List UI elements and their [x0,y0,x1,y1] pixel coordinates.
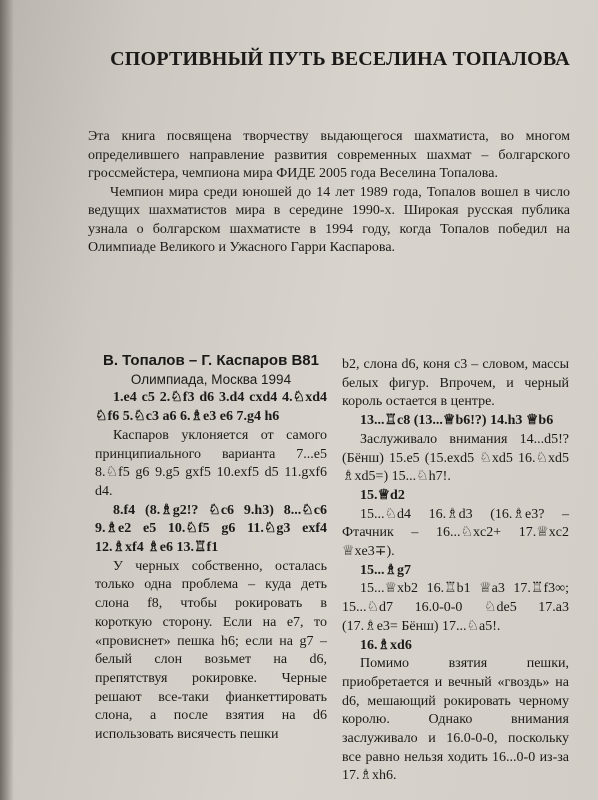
right-paragraph-2: Заслуживало внимания 14...d5!? (Бёнш) 15.e5 (15.exd5 ♘xd5 16.♘xd5 ♗xd5=) 15...♘h7!. [342,431,569,485]
left-column [95,352,327,745]
right-moves-2: 15.♕d2 [360,487,405,503]
right-paragraph-4: 15...♕xb2 16.♖b1 ♕a3 17.♖f3∞; 15...♘d7 16.0-0-0 ♘de5 17.a3 (17.♗e3= Бёнш) 17...♘a5!. [342,581,569,634]
chapter-heading: СПОРТИВНЫЙ ПУТЬ ВЕСЕЛИНА ТОПАЛОВА [110,48,570,70]
intro-section [88,128,570,258]
game-event: Олимпиада, Москва 1994 [130,371,292,387]
game-header: В. Топалов – Г. Каспаров B81 [103,352,319,369]
intro-paragraph-1: Эта книга посвящена творчеству выдающегося шахматиста, во многом определившего направление развития современных шахмат – болгарского гроссмейстера, чемпиона мира ФИДЕ 2005 года Веселина Топалова. [88,129,570,181]
page-binding-shadow [0,0,14,800]
comment-paragraph-1: Каспаров уклоняется от самого принципиального варианта 7...e5 8.♘f5 g6 9.g5 gxf5 10.exf5 d5 11.gxf6 d4. [95,427,327,499]
right-moves-3: 15...♗g7 [360,562,412,578]
right-paragraph-1: b2, слона d6, коня c3 – словом, массы белых фигур. Впрочем, и черный король остается в центре. [342,357,569,410]
moves-block-1: 1.e4 c5 2.♘f3 d6 3.d4 cxd4 4.♘xd4 ♘f6 5.♘c3 a6 6.♗e3 e6 7.g4 h6 [95,390,327,425]
right-paragraph-3: 15...♘d4 16.♗d3 (16.♗e3? – Фтачник – 16...♘xc2+ 17.♕xc2 ♕xe3∓). [342,506,569,560]
comment-paragraph-2: У черных собственно, осталась только одна проблема – куда деть слона f8, чтобы рокировать в короткую сторону. Если на e7, то «провиснет» пешка h6; если на g7 – белый слон возьмет на d6, препятствуя рокировке. Черные решают все-таки фианкеттировать слона, а после взятия на d6 использовать висячесть пешки [95,558,327,743]
intro-paragraph-2: Чемпион мира среди юношей до 14 лет 1989 года, Топалов вошел в число ведущих шахматистов мира в середине 1990-х. Широкая русская публика узнала о болгарском шахматисте в 1994 году, когда Топалов победил на Олимпиаде Великого и Ужасного Гарри Каспарова. [88,184,570,255]
right-moves-4: 16.♗xd6 [360,637,412,653]
right-moves-1: 13...♖c8 (13...♕b6!?) 14.h3 ♕b6 [360,413,554,429]
moves-block-2: 8.f4 (8.♗g2!? ♘c6 9.h3) 8...♘c6 9.♗e2 e5 10.♘f5 g6 11.♘g3 exf4 12.♗xf4 ♗e6 13.♖f1 [95,502,327,556]
right-paragraph-5: Помимо взятия пешки, приобретается и вечный «гвоздь» на d6, мешающий рокировать черному королю. Однако внимания заслуживало и 16.0-0-0, поскольку все равно нельзя ходить 16...0-0 из-за 17.♗xh6. [342,656,569,784]
right-column [342,356,569,786]
